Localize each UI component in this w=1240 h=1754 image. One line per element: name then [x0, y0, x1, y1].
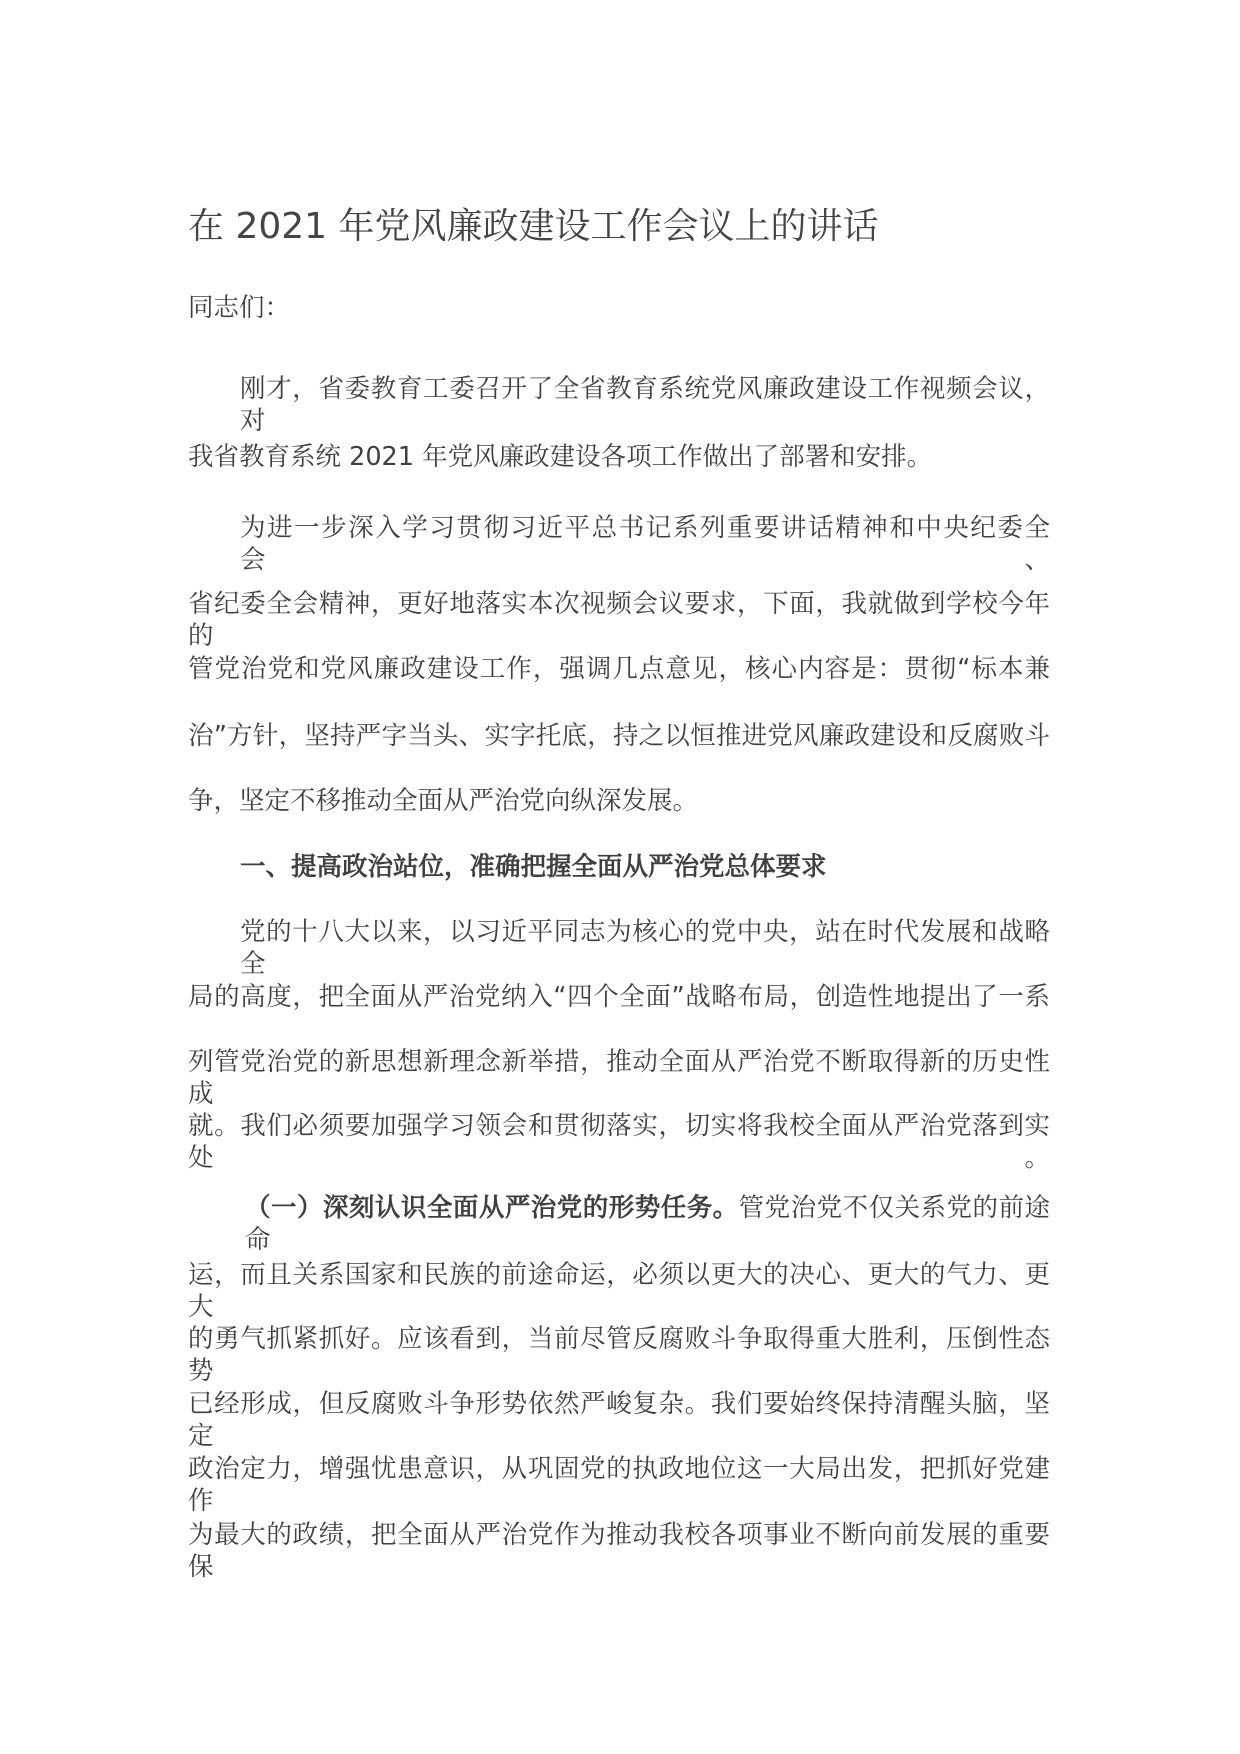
paragraph-line [188, 720, 1050, 752]
line-text: 为最大的政绩，把全面从严治党作为推动我校各项事业不断向前发展的重要保 [188, 1520, 1050, 1582]
line-text: 已经形成，但反腐败斗争形势依然严峻复杂。我们要始终保持清醒头脑，坚定 [188, 1389, 1050, 1451]
line-text: 的勇气抓紧抓好。应该看到，当前尽管反腐败斗争取得重大胜利，压倒性态势 [188, 1324, 1050, 1386]
paragraph-line [188, 1046, 1050, 1110]
line-text: 列管党治党的新思想新理念新举措，推动全面从严治党不断取得新的历史性成 [188, 1047, 1050, 1109]
paragraph-line [188, 1110, 1050, 1174]
paragraph-line [188, 1453, 1050, 1517]
line-text: 刚才，省委教育工委召开了全省教育系统党风廉政建设工作视频会议，对 [240, 374, 1050, 436]
line-text: 运，而且关系国家和民族的前途命运，必须以更大的决心、更大的气力、更大 [188, 1260, 1050, 1322]
paragraph-line [245, 1192, 1050, 1256]
line-text: 同志们： [188, 293, 291, 323]
paragraph-line [188, 588, 1050, 652]
paragraph-line [240, 916, 1050, 980]
document-title: 在 2021 年党风廉政建设工作会议上的讲话 [188, 206, 879, 247]
line-text: 为进一步深入学习贯彻习近平总书记系列重要讲话精神和中央纪委全会、 [240, 513, 1050, 575]
section-heading [240, 851, 1050, 883]
paragraph-line [188, 292, 1050, 324]
paragraph-line [188, 1519, 1050, 1583]
line-text: 治”方针，坚持严字当头、实字托底，持之以恒推进党风廉政建设和反腐败斗 [188, 721, 1050, 751]
paragraph-line [188, 1323, 1050, 1387]
line-text: 管党治党不仅关系党的前途命 [245, 1193, 1050, 1255]
paragraph-line [188, 653, 1050, 685]
bold-lead-text: 一、提高政治站位，准确把握全面从严治党总体要求 [240, 852, 827, 882]
paragraph-line [188, 1388, 1050, 1452]
bold-lead-text: （一）深刻认识全面从严治党的形势任务。 [245, 1193, 739, 1223]
line-text: 管党治党和党风廉政建设工作，强调几点意见，核心内容是：贯彻“标本兼 [188, 654, 1050, 684]
line-text: 党的十八大以来，以习近平同志为核心的党中央，站在时代发展和战略全 [240, 917, 1050, 979]
line-text: 局的高度，把全面从严治党纳入“四个全面”战略布局，创造性地提出了一系 [188, 982, 1050, 1012]
paragraph-line [188, 1259, 1050, 1323]
line-text: 就。我们必须要加强学习领会和贯彻落实，切实将我校全面从严治党落到实处。 [188, 1111, 1050, 1173]
paragraph-line [240, 373, 1050, 437]
paragraph-line [188, 785, 1050, 817]
line-text: 争，坚定不移推动全面从严治党向纵深发展。 [188, 786, 699, 816]
line-text: 政治定力，增强忧患意识，从巩固党的执政地位这一大局出发，把抓好党建作 [188, 1454, 1050, 1516]
paragraph-line [188, 441, 1050, 473]
paragraph-line [188, 981, 1050, 1013]
line-text: 省纪委全会精神，更好地落实本次视频会议要求，下面，我就做到学校今年的 [188, 589, 1050, 651]
line-text: 我省教育系统 2021 年党风廉政建设各项工作做出了部署和安排。 [188, 442, 933, 472]
paragraph-line [240, 512, 1050, 576]
